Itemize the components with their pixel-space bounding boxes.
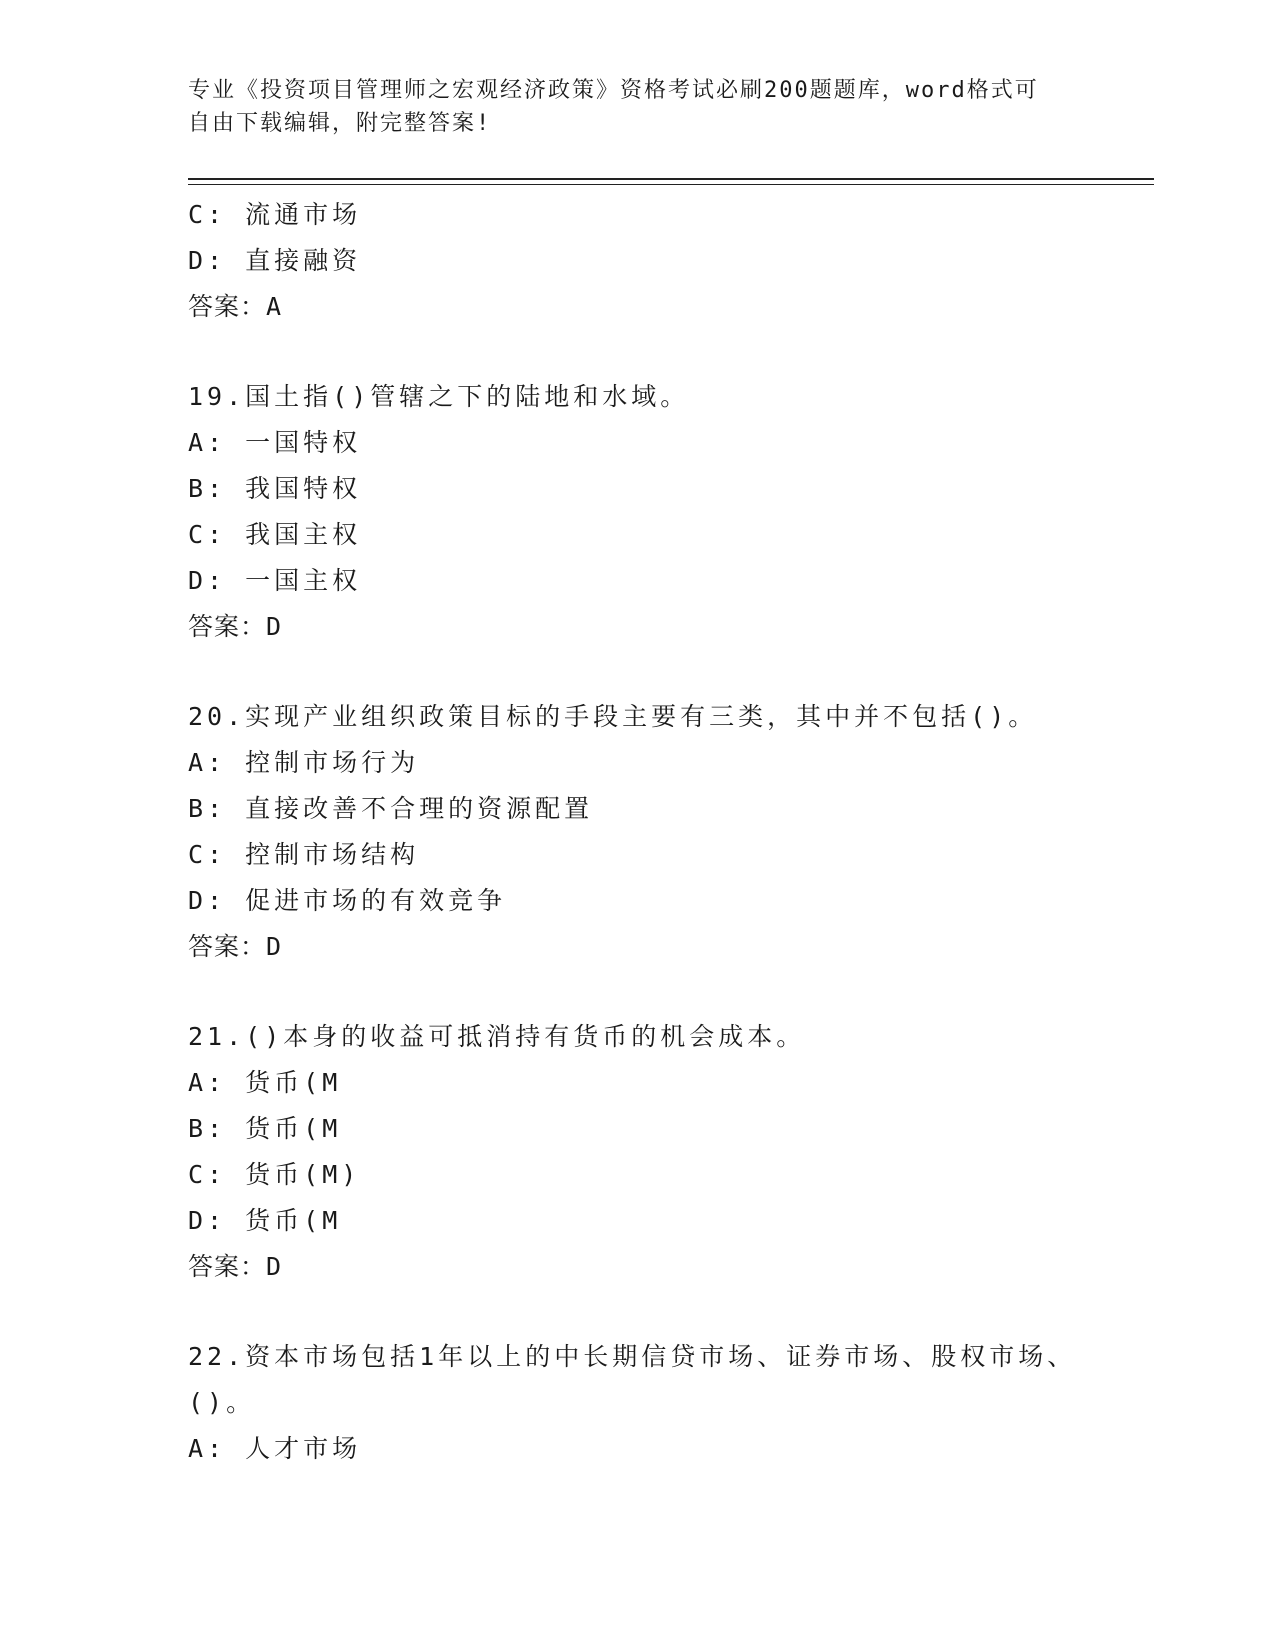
spacer [188, 1290, 1088, 1334]
option-b: B: 货币(M [188, 1114, 342, 1143]
option-c: C: 货币(M) [188, 1160, 361, 1189]
question-19 [188, 374, 1088, 650]
question-stem: 19.国土指()管辖之下的陆地和水域。 [188, 382, 690, 411]
question-stem: 20.实现产业组织政策目标的手段主要有三类，其中并不包括()。 [188, 702, 1038, 731]
option-b: B: 直接改善不合理的资源配置 [188, 794, 594, 823]
question-stem-line-1: 22.资本市场包括1年以上的中长期信贷市场、证券市场、股权市场、 [188, 1342, 1077, 1371]
option-a: A: 一国特权 [188, 428, 362, 457]
question-list [188, 192, 1088, 1472]
answer: 答案：A [188, 292, 283, 321]
option-a: A: 货币(M [188, 1068, 342, 1097]
document-header [188, 74, 1088, 140]
option-d: D: 货币(M [188, 1206, 342, 1235]
spacer [188, 970, 1088, 1014]
option-c: C: 流通市场 [188, 200, 362, 229]
answer: 答案：D [188, 932, 283, 961]
option-d: D: 一国主权 [188, 566, 362, 595]
question-20 [188, 694, 1088, 970]
option-b: B: 我国特权 [188, 474, 362, 503]
option-c: C: 我国主权 [188, 520, 362, 549]
header-divider-thin [188, 184, 1154, 185]
question-stem-line-2: ()。 [188, 1388, 256, 1417]
question-21 [188, 1014, 1088, 1290]
option-c: C: 控制市场结构 [188, 840, 420, 869]
option-a: A: 控制市场行为 [188, 748, 420, 777]
spacer [188, 650, 1088, 694]
answer: 答案：D [188, 612, 283, 641]
header-divider-thick [188, 178, 1154, 180]
header-line-1: 专业《投资项目管理师之宏观经济政策》资格考试必刷200题题库，word格式可 [188, 78, 1039, 103]
question-stem: 21.()本身的收益可抵消持有货币的机会成本。 [188, 1022, 806, 1051]
spacer [188, 330, 1088, 374]
option-d: D: 直接融资 [188, 246, 362, 275]
answer: 答案：D [188, 1252, 283, 1281]
header-line-2: 自由下载编辑，附完整答案! [188, 111, 492, 136]
option-d: D: 促进市场的有效竞争 [188, 886, 507, 915]
option-a: A: 人才市场 [188, 1434, 362, 1463]
question-22 [188, 1334, 1088, 1472]
question-18-tail [188, 192, 1088, 330]
